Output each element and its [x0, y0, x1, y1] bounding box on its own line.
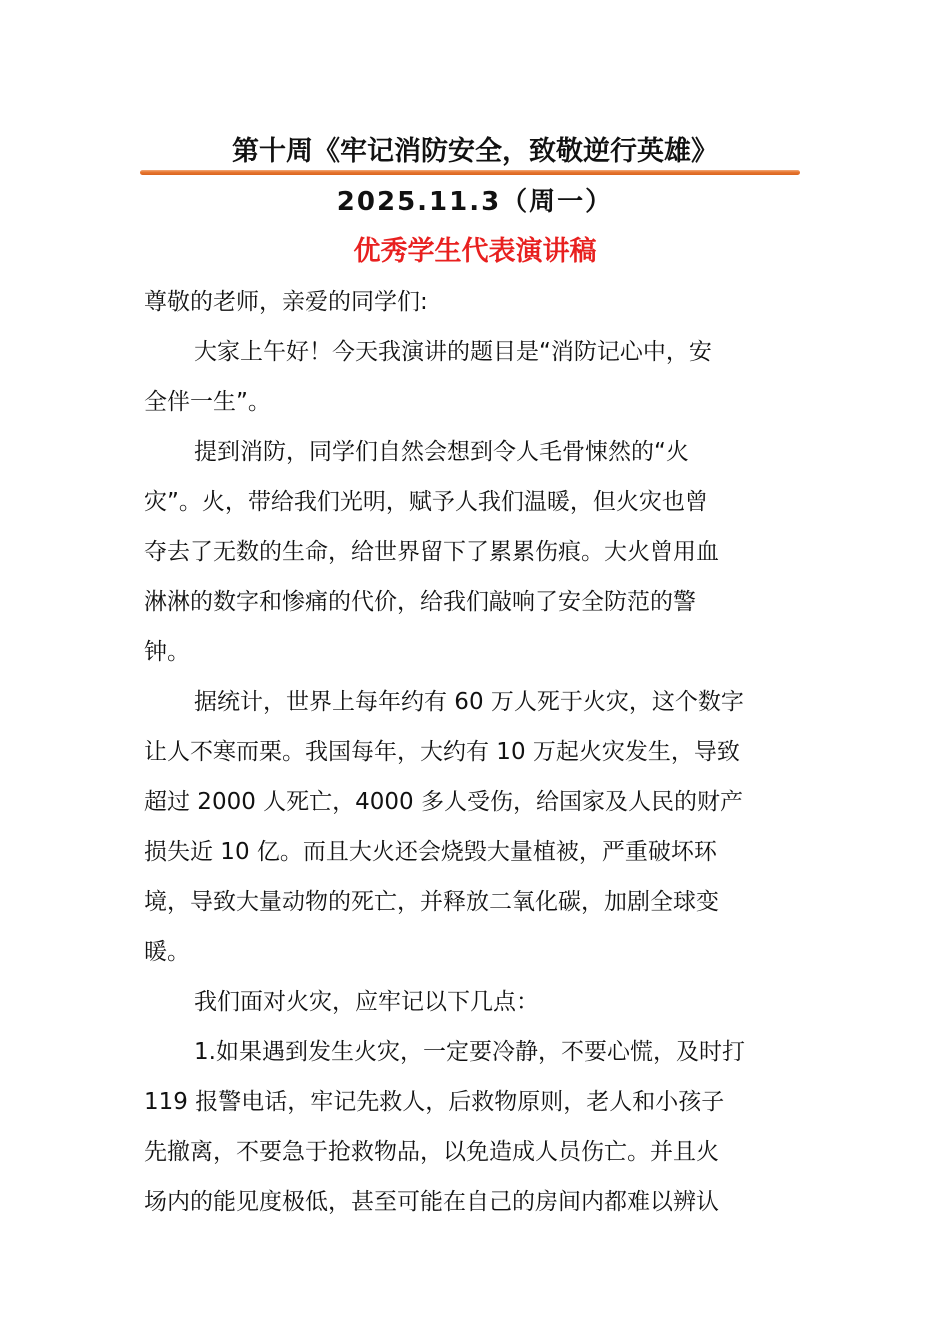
body-line: 损失近 10 亿。而且大火还会烧毁大量植被，严重破坏环 — [144, 839, 717, 865]
body-line: 夺去了无数的生命，给世界留下了累累伤痕。大火曾用血 — [144, 539, 719, 565]
document-date: 2025.11.3（周一） — [336, 187, 614, 217]
body-line: 灾”。火，带给我们光明，赋予人我们温暖，但火灾也曾 — [144, 489, 708, 515]
body-line: 超过 2000 人死亡，4000 多人受伤，给国家及人民的财产 — [144, 789, 743, 815]
body-line: 让人不寒而栗。我国每年，大约有 10 万起火灾发生，导致 — [144, 739, 740, 765]
body-line: 提到消防，同学们自然会想到令人毛骨悚然的“火 — [194, 439, 689, 465]
speech-body — [144, 277, 808, 1227]
body-line: 境，导致大量动物的死亡，并释放二氧化碳，加剧全球变 — [144, 889, 719, 915]
document-subtitle: 优秀学生代表演讲稿 — [353, 236, 597, 267]
body-line: 我们面对火灾，应牢记以下几点： — [194, 989, 539, 1015]
body-line: 先撤离，不要急于抢救物品，以免造成人员伤亡。并且火 — [144, 1139, 719, 1165]
title-underline-divider — [140, 170, 800, 175]
document-title: 第十周《牢记消防安全，致敬逆行英雄》 — [232, 136, 718, 167]
body-line: 全伴一生”。 — [144, 389, 271, 415]
body-line: 据统计，世界上每年约有 60 万人死于火灾，这个数字 — [194, 689, 744, 715]
body-line: 119 报警电话，牢记先救人，后救物原则，老人和小孩子 — [144, 1089, 725, 1115]
body-line: 淋淋的数字和惨痛的代价，给我们敲响了安全防范的警 — [144, 589, 696, 615]
body-line: 1.如果遇到发生火灾，一定要冷静，不要心慌，及时打 — [194, 1039, 745, 1065]
body-line: 暖。 — [144, 939, 190, 965]
body-line: 场内的能见度极低，甚至可能在自己的房间内都难以辨认 — [144, 1189, 719, 1215]
body-line: 钟。 — [144, 639, 190, 665]
body-line: 大家上午好！今天我演讲的题目是“消防记心中，安 — [194, 339, 712, 365]
body-line: 尊敬的老师，亲爱的同学们: — [144, 289, 428, 315]
